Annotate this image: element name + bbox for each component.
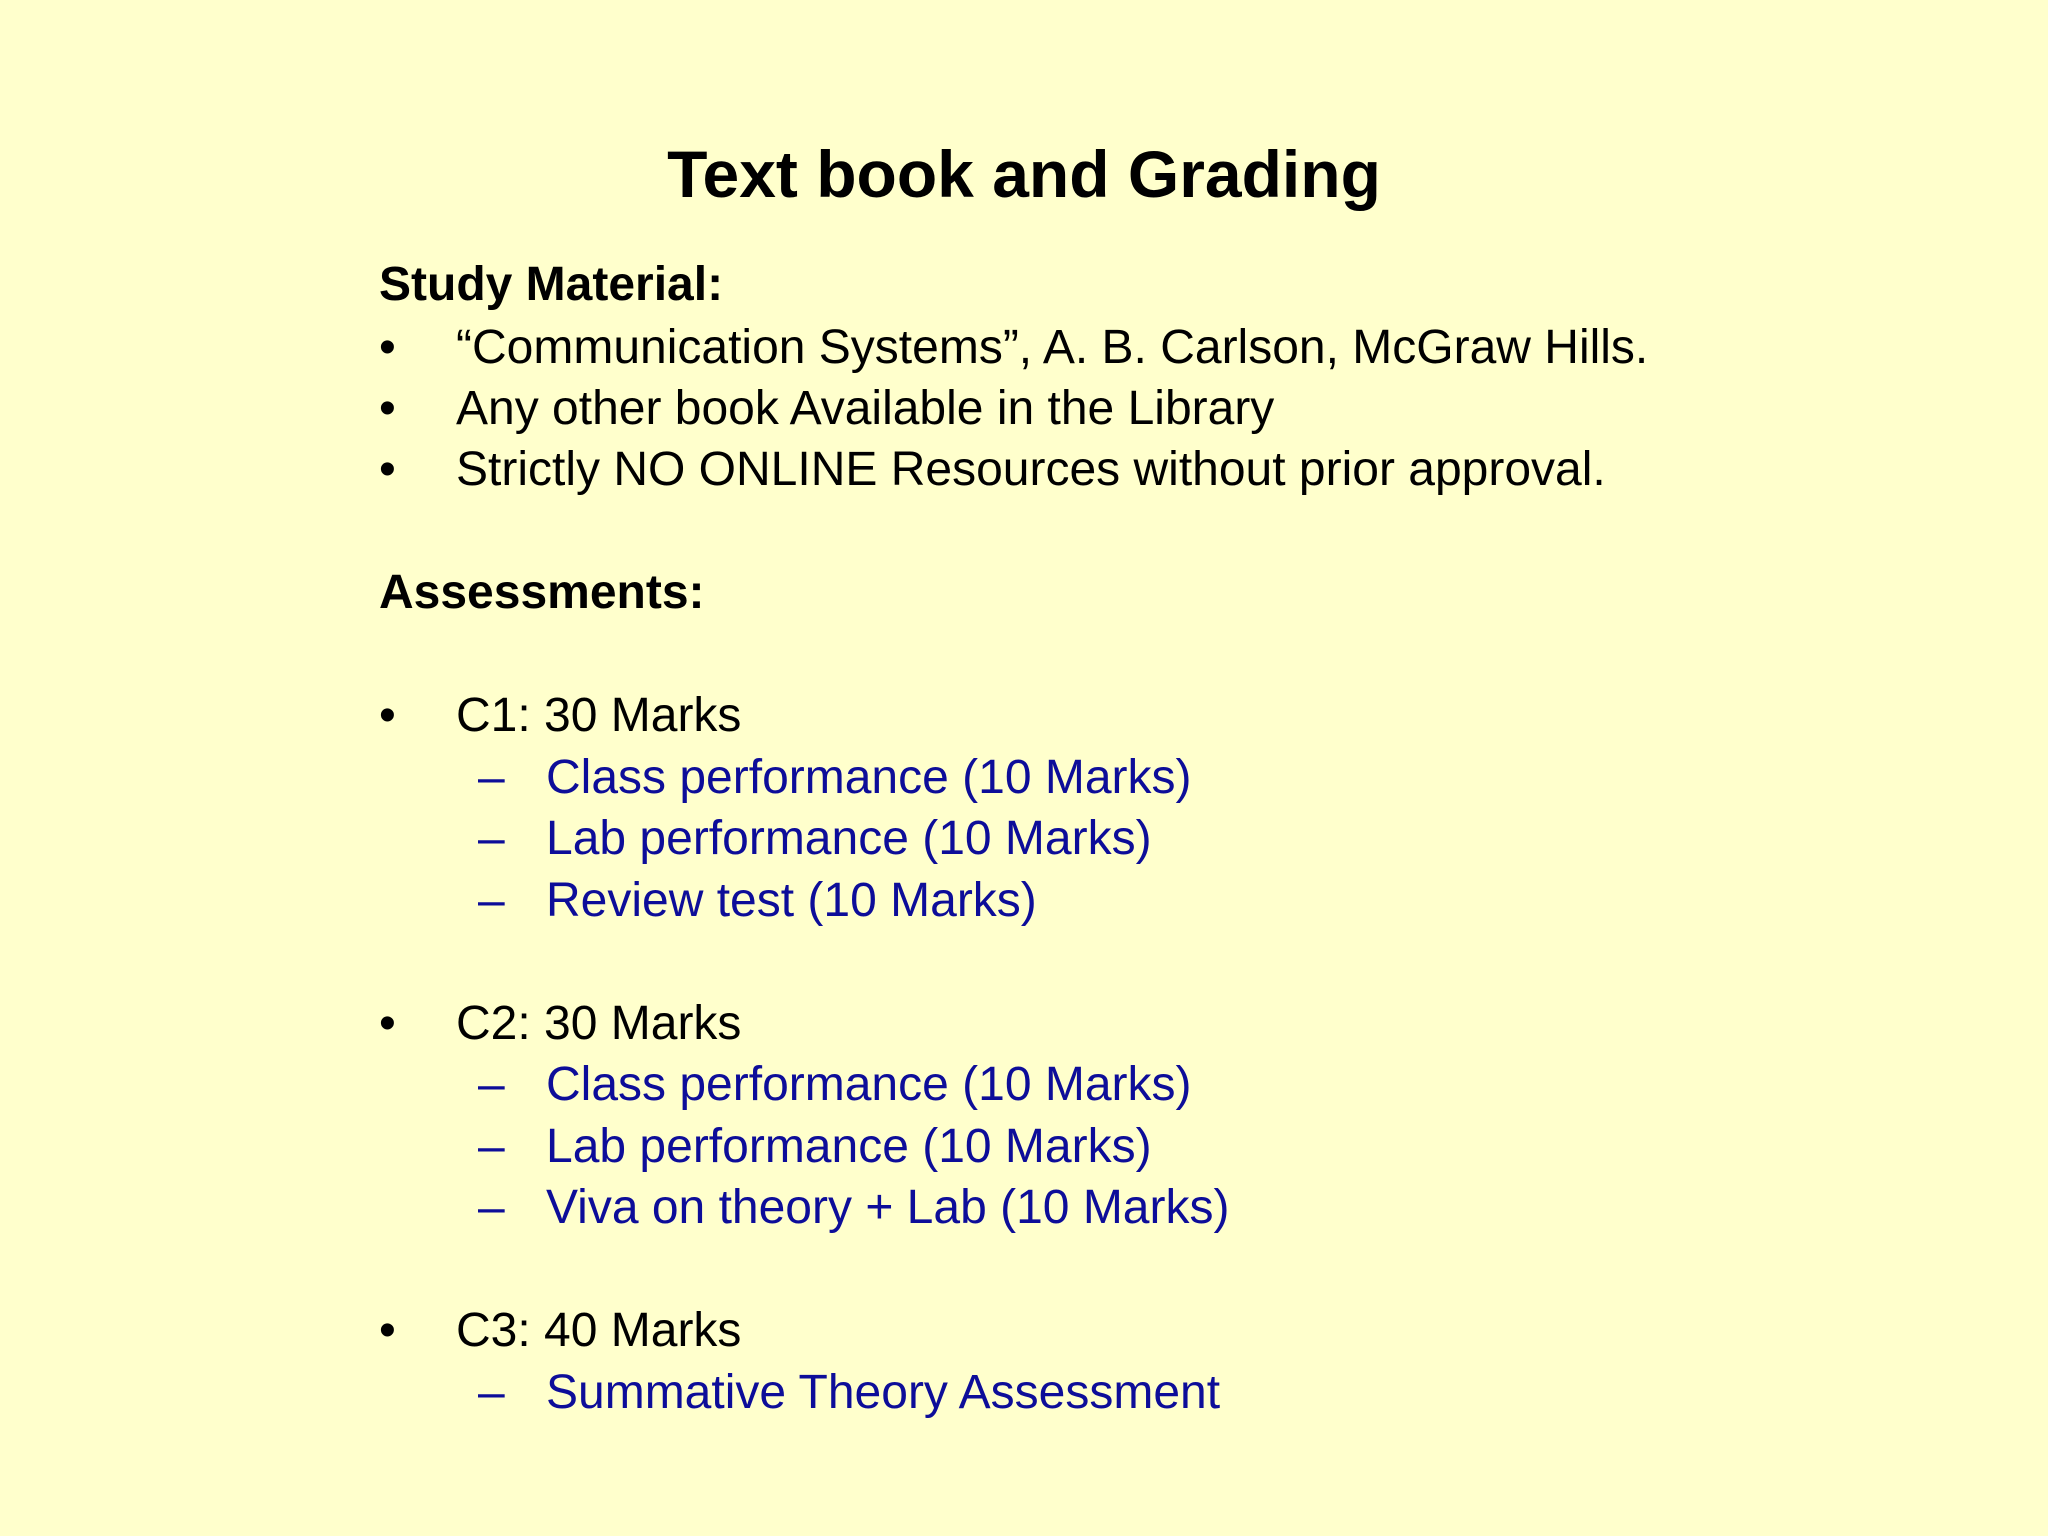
bullet-icon: • (379, 443, 396, 496)
assessment-item: Lab performance (10 Marks) (546, 812, 1152, 865)
study-material-item: “Communication Systems”, A. B. Carlson, McGraw Hills. (456, 321, 1649, 374)
slide-title: Text book and Grading (667, 137, 1381, 211)
dash-icon: – (478, 812, 505, 865)
dash-icon: – (478, 1058, 505, 1111)
assessment-item: Class performance (10 Marks) (546, 751, 1192, 804)
study-material-item: Any other book Available in the Library (456, 382, 1275, 435)
assessment-item: Summative Theory Assessment (546, 1366, 1221, 1419)
assessment-item: Review test (10 Marks) (546, 874, 1037, 927)
dash-icon: – (478, 1181, 505, 1234)
study-material-heading: Study Material: (379, 258, 724, 311)
bullet-icon: • (379, 997, 396, 1050)
bullet-icon: • (379, 689, 396, 742)
study-material-item: Strictly NO ONLINE Resources without prior approval. (456, 443, 1606, 496)
dash-icon: – (478, 751, 505, 804)
dash-icon: – (478, 1120, 505, 1173)
assessments-heading: Assessments: (379, 566, 705, 619)
assessment-group-label: C2: 30 Marks (456, 997, 742, 1050)
assessment-group-label: C3: 40 Marks (456, 1304, 742, 1357)
dash-icon: – (478, 874, 505, 927)
assessment-group-label: C1: 30 Marks (456, 689, 742, 742)
bullet-icon: • (379, 382, 396, 435)
bullet-icon: • (379, 321, 396, 374)
dash-icon: – (478, 1366, 505, 1419)
assessment-item: Viva on theory + Lab (10 Marks) (546, 1181, 1230, 1234)
assessment-item: Class performance (10 Marks) (546, 1058, 1192, 1111)
assessment-item: Lab performance (10 Marks) (546, 1120, 1152, 1173)
bullet-icon: • (379, 1304, 396, 1357)
